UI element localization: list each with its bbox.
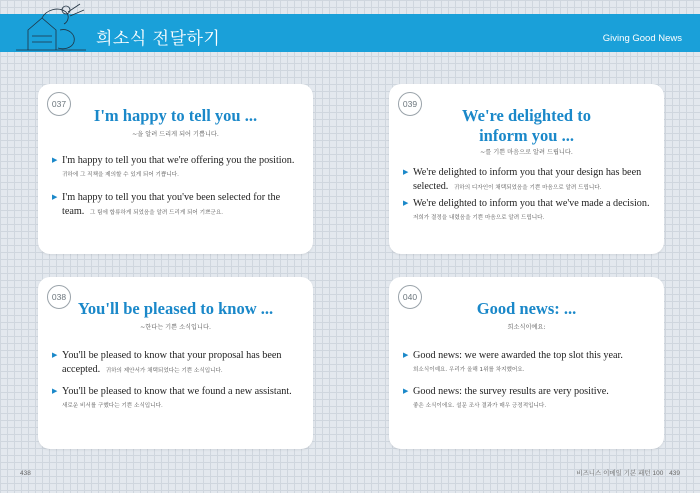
- bullet-icon: ▶: [403, 199, 409, 207]
- example-item: [403, 385, 652, 409]
- pattern-number-badge: 039: [398, 92, 422, 116]
- left-page-number: 438: [20, 470, 31, 477]
- example-item: [52, 191, 301, 220]
- bullet-icon: ▶: [403, 351, 409, 359]
- bullet-icon: ▶: [403, 387, 409, 395]
- example-english: We're delighted to inform you that your design has been selected. 귀하의 디자인이 채택되었음을 기쁜 마음으로 알려 드립니다.: [413, 167, 642, 192]
- example-english: We're delighted to inform you that we've made a decision.: [413, 198, 650, 209]
- chapter-header: [0, 0, 700, 52]
- header-illustration: [8, 0, 94, 52]
- example-item: [403, 166, 652, 195]
- pattern-kr-subtitle: 희소식이예요:: [507, 324, 546, 331]
- example-korean: 귀하의 제안서가 채택되었다는 기쁜 소식입니다.: [105, 368, 223, 374]
- example-korean: 그 팀에 합류하게 되었음을 알려 드리게 되어 기쁘군요.: [89, 210, 224, 216]
- example-korean: 희소식이예요. 우리가 올해 1위를 차지했어요.: [413, 367, 525, 373]
- bullet-icon: ▶: [52, 387, 58, 395]
- bullet-icon: ▶: [52, 156, 58, 164]
- right-page-number: 439: [669, 470, 680, 477]
- pattern-number-badge: 037: [47, 92, 71, 116]
- example-item: [403, 197, 652, 221]
- pattern-card-037: [38, 84, 313, 254]
- pattern-number-badge: 038: [47, 285, 71, 309]
- example-korean: 좋은 소식이에요. 설문 조사 결과가 매우 긍정적입니다.: [413, 403, 547, 409]
- chapter-title: 희소식 전달하기: [96, 29, 221, 49]
- pattern-kr-subtitle: ~를 기쁜 마음으로 알려 드립니다.: [480, 149, 573, 156]
- bullet-icon: ▶: [403, 168, 409, 176]
- pattern-title: You'll be pleased to know ...: [77, 299, 274, 318]
- book-title: 비즈니스 이메일 기본 패턴 100: [576, 470, 664, 477]
- example-english: Good news: the survey results are very positive.: [413, 386, 609, 397]
- pattern-kr-subtitle: ~한다는 기쁜 소식입니다.: [140, 324, 211, 331]
- example-english: I'm happy to tell you that you've been selected for the team. 그 팀에 합류하게 되었음을 알려 드리게 되어 기쁘군요.: [62, 192, 281, 217]
- pattern-title: I'm happy to tell you ...: [93, 106, 258, 125]
- pattern-card-039: [389, 84, 664, 254]
- example-english: Good news: we were awarded the top slot this year.: [413, 350, 623, 361]
- example-english: I'm happy to tell you that we're offering you the position.: [62, 155, 295, 166]
- pattern-card-038: [38, 277, 313, 449]
- bullet-icon: ▶: [52, 193, 58, 201]
- example-korean: 새로운 비서를 구했다는 기쁜 소식입니다.: [62, 403, 163, 409]
- example-item: [52, 349, 301, 378]
- example-english: You'll be pleased to know that your proposal has been accepted. 귀하의 제안서가 채택되었다는 기쁜 소식입니다.: [62, 350, 282, 375]
- example-item: [403, 349, 652, 373]
- example-korean: 저희가 결정을 내렸음을 기쁜 마음으로 알려 드립니다.: [413, 215, 545, 221]
- right-page-footer: [576, 468, 680, 477]
- example-item: [52, 154, 301, 178]
- pattern-number-badge: 040: [398, 285, 422, 309]
- pattern-card-040: [389, 277, 664, 449]
- chapter-subtitle: Giving Good News: [602, 33, 682, 44]
- bullet-icon: ▶: [52, 351, 58, 359]
- pattern-title: Good news: ...: [476, 299, 577, 318]
- example-korean: 귀하의 디자인이 채택되었음을 기쁜 마음으로 알려 드립니다.: [453, 185, 602, 191]
- example-english: You'll be pleased to know that we found a new assistant.: [62, 386, 292, 397]
- example-korean: 귀하에 그 직책을 제의할 수 있게 되어 기쁩니다.: [62, 172, 179, 178]
- example-item: [52, 385, 301, 409]
- pattern-title: We're delighted to inform you ...: [462, 106, 591, 145]
- pattern-kr-subtitle: ~을 알려 드리게 되어 기쁩니다.: [132, 131, 219, 138]
